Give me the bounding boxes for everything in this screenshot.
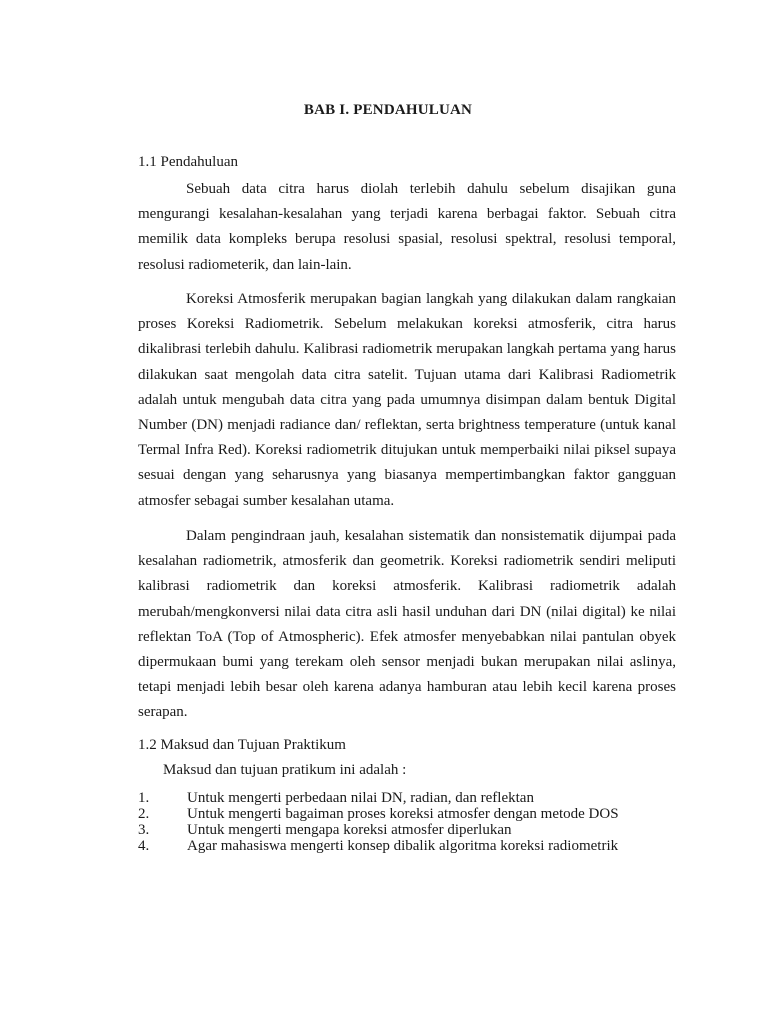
- list-item: [138, 806, 619, 822]
- section-heading-pendahuluan: 1.1 Pendahuluan: [138, 154, 238, 170]
- paragraph-3: Dalam pengindraan jauh, kesalahan sistematik dan nonsistematik dijumpai pada kesalahan radiometrik, atmosferik dan geometrik. Koreksi radiometrik sendiri meliputi kalibrasi radiometrik dan koreksi atmosferik. Kalibrasi radiometrik adalah merubah/mengkonversi nilai data citra asli hasil unduhan dari DN (nilai digital) ke nilai reflektan ToA (Top of Atmospheric). Efek atmosfer menyebabkan nilai pantulan obyek dipermukaan bumi yang terekam oleh sensor menjadi bukan merupakan nilai aslinya, tetapi menjadi lebih besar oleh karena adanya hamburan atau lebih kecil karena proses serapan.: [138, 528, 676, 721]
- list-item-text: Agar mahasiswa mengerti konsep dibalik algoritma koreksi radiometrik: [187, 838, 619, 854]
- section-heading-maksud-tujuan: 1.2 Maksud dan Tujuan Praktikum: [138, 737, 346, 753]
- objectives-intro: Maksud dan tujuan pratikum ini adalah :: [163, 762, 407, 778]
- list-item-text: Untuk mengerti bagaiman proses koreksi atmosfer dengan metode DOS: [187, 806, 619, 822]
- list-item-number: 3.: [138, 822, 150, 838]
- paragraph-1: Sebuah data citra harus diolah terlebih dahulu sebelum disajikan guna mengurangi kesalahan-kesalahan yang terjadi karena berbagai faktor. Sebuah citra memilik data kompleks berupa resolusi spasial, resolusi spektral, resolusi temporal, resolusi radiometerik, dan lain-lain.: [138, 181, 676, 273]
- list-item: [138, 838, 619, 854]
- list-item-number: 4.: [138, 838, 150, 854]
- list-item-number: 2.: [138, 806, 150, 822]
- chapter-title: BAB I. PENDAHULUAN: [303, 102, 473, 118]
- list-item: [138, 790, 619, 806]
- objectives-list: [138, 790, 619, 854]
- paragraph-2: Koreksi Atmosferik merupakan bagian langkah yang dilakukan dalam rangkaian proses Koreksi Radiometrik. Sebelum melakukan koreksi atmosferik, citra harus dikalibrasi terlebih dahulu. Kalibrasi radiometrik merupakan langkah pertama yang harus dilakukan saat mengolah data citra satelit. Tujuan utama dari Kalibrasi Radiometrik adalah untuk mengubah data citra yang pada umumnya disimpan dalam bentuk Digital Number (DN) menjadi radiance dan/ reflektan, serta brightness temperature (untuk kanal Termal Infra Red). Koreksi radiometrik ditujukan untuk memperbaiki nilai piksel supaya sesuai dengan yang seharusnya yang biasanya mempertimbangkan faktor gangguan atmosfer sebagai sumber kesalahan utama.: [138, 291, 676, 509]
- list-item-number: 1.: [138, 790, 150, 806]
- list-item: [138, 822, 619, 838]
- list-item-text: Untuk mengerti perbedaan nilai DN, radian, dan reflektan: [187, 790, 534, 806]
- list-item-text: Untuk mengerti mengapa koreksi atmosfer diperlukan: [187, 822, 512, 838]
